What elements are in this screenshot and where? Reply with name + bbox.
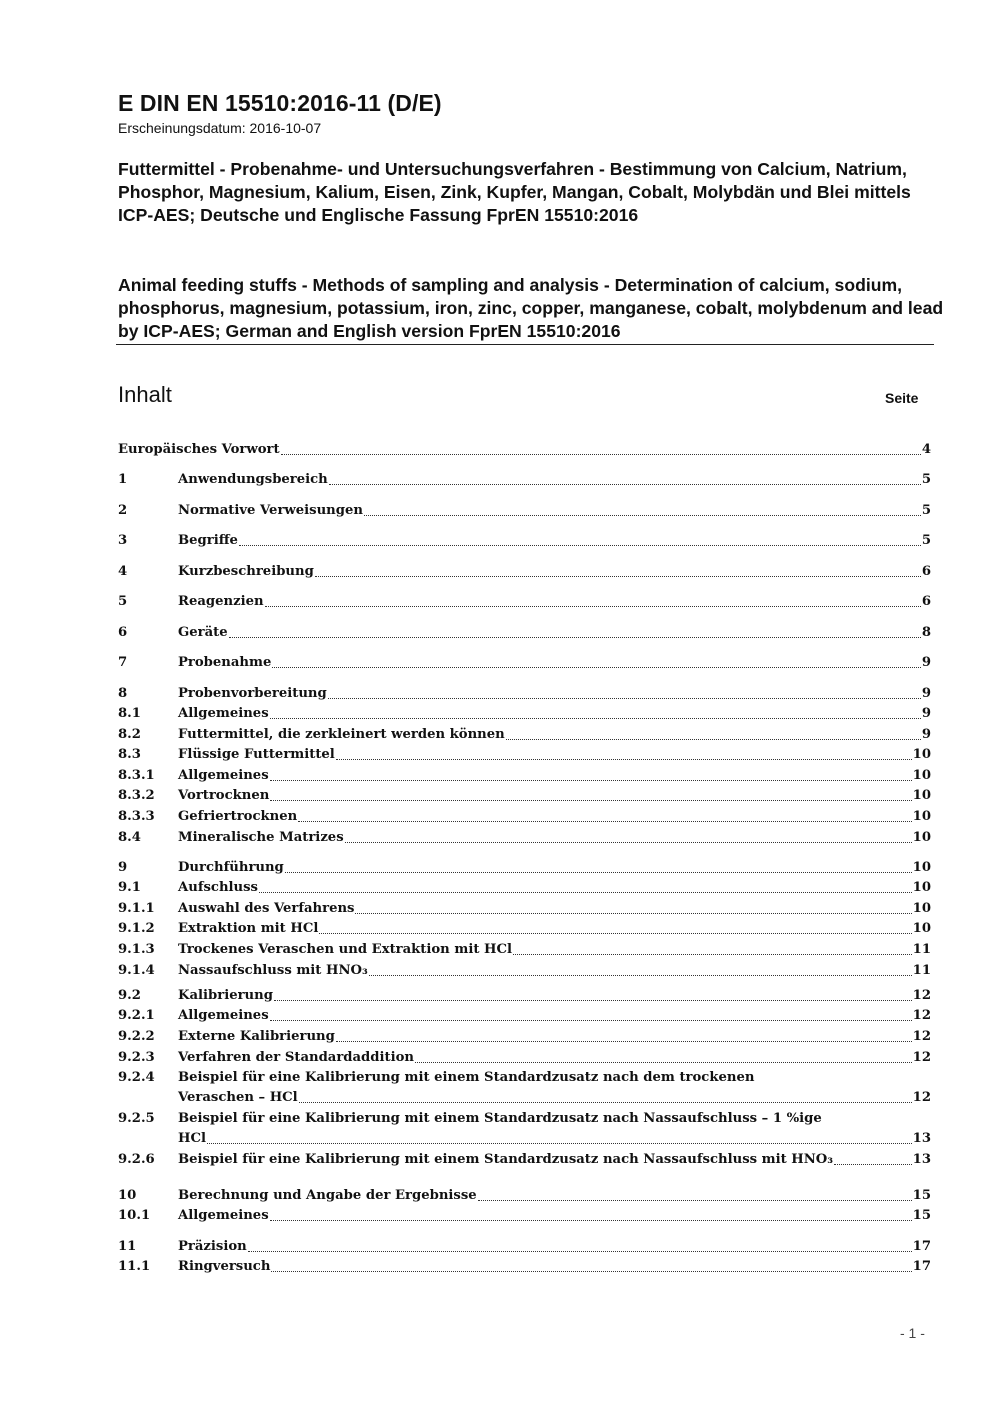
toc-entry-number: 9.2.2: [118, 1029, 155, 1044]
toc-dot-leader: [271, 1257, 911, 1272]
toc-entry[interactable]: [118, 440, 931, 460]
toc-entry-title: Aufschluss: [178, 880, 258, 895]
toc-entry[interactable]: [118, 828, 931, 848]
toc-dot-leader: [328, 684, 921, 699]
toc-entry-page: 13: [912, 1131, 931, 1146]
toc-entry-page: 5: [921, 533, 931, 548]
title-divider: [116, 344, 934, 345]
toc-dot-leader: [239, 531, 921, 546]
toc-entry-page: 5: [921, 503, 931, 518]
toc-entry-page: 5: [921, 472, 931, 487]
toc-entry[interactable]: [118, 531, 931, 551]
toc-entry-title: Normative Verweisungen: [178, 503, 363, 518]
toc-dot-leader: [319, 919, 911, 934]
toc-entry-title: Präzision: [178, 1239, 247, 1254]
toc-entry-title: Futtermittel, die zerkleinert werden können: [178, 727, 505, 742]
toc-entry-title: Mineralische Matrizes: [178, 830, 344, 845]
toc-entry[interactable]: [118, 745, 931, 765]
toc-entry-page: 9: [921, 727, 931, 742]
toc-dot-leader: [229, 623, 921, 638]
toc-entry[interactable]: [118, 986, 931, 1006]
toc-entry[interactable]: [118, 1027, 931, 1047]
toc-entry[interactable]: [118, 1109, 931, 1129]
toc-entry-number: 9: [118, 860, 128, 875]
toc-dot-leader: [274, 986, 912, 1001]
page-number: - 1 -: [900, 1325, 925, 1341]
toc-entry[interactable]: [118, 470, 931, 490]
toc-entry-number: 9.2: [118, 988, 141, 1003]
toc-entry[interactable]: [118, 623, 931, 643]
toc-entry-title: Begriffe: [178, 533, 238, 548]
toc-entry[interactable]: [118, 807, 931, 827]
toc-dot-leader: [415, 1048, 912, 1063]
toc-entry-title: Vortrocknen: [178, 788, 270, 803]
toc-entry-number: 8.3: [118, 747, 141, 762]
toc-entry-title-continued: HCl: [178, 1131, 206, 1146]
toc-entry-number: 9.1.2: [118, 921, 155, 936]
toc-entry-number: 8.3.1: [118, 768, 155, 783]
toc-entry[interactable]: [118, 858, 931, 878]
toc-entry-continuation[interactable]: [118, 1088, 931, 1108]
toc-entry[interactable]: [118, 562, 931, 582]
toc-entry-number: 5: [118, 594, 128, 609]
toc-entry[interactable]: [118, 899, 931, 919]
toc-entry-number: 9.2.1: [118, 1008, 155, 1023]
toc-entry-page: 10: [912, 809, 931, 824]
toc-entry-title: Durchführung: [178, 860, 284, 875]
toc-entry-page: 6: [921, 594, 931, 609]
toc-entry-page: 17: [912, 1259, 931, 1274]
toc-entry[interactable]: [118, 919, 931, 939]
toc-entry-number: 3: [118, 533, 128, 548]
toc-page-label: Seite: [885, 390, 919, 406]
toc-entry-number: 9.2.5: [118, 1111, 155, 1126]
toc-entry-title: Anwendungsbereich: [178, 472, 328, 487]
toc-entry-page: 12: [912, 1008, 931, 1023]
toc-entry-page: 12: [912, 1050, 931, 1065]
toc-entry[interactable]: [118, 940, 931, 960]
toc-entry-page: 10: [912, 788, 931, 803]
toc-dot-leader: [355, 899, 911, 914]
toc-entry-title: Gefriertrocknen: [178, 809, 298, 824]
toc-entry-title: Reagenzien: [178, 594, 264, 609]
toc-entry-title: Auswahl des Verfahrens: [178, 901, 355, 916]
toc-entry-title: Allgemeines: [178, 706, 269, 721]
toc-entry-title: Allgemeines: [178, 768, 269, 783]
toc-dot-leader: [336, 1027, 912, 1042]
publication-date: Erscheinungsdatum: 2016-10-07: [118, 120, 322, 136]
toc-entry-title: Kalibrierung: [178, 988, 273, 1003]
toc-entry-title: Flüssige Futtermittel: [178, 747, 335, 762]
toc-entry-page: 10: [912, 860, 931, 875]
toc-entry-page: 9: [921, 655, 931, 670]
toc-entry[interactable]: [118, 1006, 931, 1026]
toc-entry-title: Verfahren der Standardaddition: [178, 1050, 414, 1065]
toc-entry[interactable]: [118, 786, 931, 806]
toc-entry-page: 10: [912, 830, 931, 845]
document-id: E DIN EN 15510:2016-11 (D/E): [118, 90, 442, 116]
toc-entry-page: 10: [912, 747, 931, 762]
toc-entry-number: 9.2.4: [118, 1070, 155, 1085]
toc-dot-leader: [265, 592, 921, 607]
toc-entry-number: 9.2.6: [118, 1152, 155, 1167]
toc-entry[interactable]: [118, 878, 931, 898]
toc-dot-leader: [270, 704, 921, 719]
toc-entry-page: 10: [912, 921, 931, 936]
toc-entry-page: 11: [912, 963, 931, 978]
toc-entry-number: 2: [118, 503, 128, 518]
toc-dot-leader: [270, 1006, 912, 1021]
toc-dot-leader: [298, 807, 911, 822]
toc-entry-number: 1: [118, 472, 128, 487]
toc-entry-page: 12: [912, 988, 931, 1003]
toc-entry[interactable]: [118, 1186, 931, 1206]
toc-entry-number: 8.2: [118, 727, 141, 742]
toc-entry-title: Allgemeines: [178, 1208, 269, 1223]
toc-heading: Inhalt: [118, 382, 172, 407]
toc-entry-title: Beispiel für eine Kalibrierung mit einem Standardzusatz nach Nassaufschluss mit HNO₃: [178, 1152, 834, 1167]
toc-entry-page: 8: [921, 625, 931, 640]
toc-dot-leader: [513, 940, 912, 955]
toc-dot-leader: [270, 786, 911, 801]
toc-entry[interactable]: [118, 1068, 931, 1088]
toc-dot-leader: [281, 440, 921, 455]
toc-entry-title: Allgemeines: [178, 1008, 269, 1023]
toc-entry[interactable]: [118, 725, 931, 745]
toc-entry-page: 9: [921, 686, 931, 701]
toc-entry-page: 17: [912, 1239, 931, 1254]
toc-entry-number: 9.1.1: [118, 901, 155, 916]
toc-entry-page: 15: [912, 1188, 931, 1203]
toc-dot-leader: [364, 501, 921, 516]
toc-dot-leader: [369, 961, 912, 976]
toc-entry-title-continued: Veraschen – HCl: [178, 1090, 298, 1105]
toc-entry-title: Nassaufschluss mit HNO₃: [178, 963, 368, 978]
toc-entry-number: 11.1: [118, 1259, 151, 1274]
toc-entry[interactable]: [118, 704, 931, 724]
toc-entry-number: 9.1.4: [118, 963, 155, 978]
toc-entry[interactable]: [118, 766, 931, 786]
toc-entry-number: 11: [118, 1239, 137, 1254]
toc-entry-number: 4: [118, 564, 128, 579]
toc-dot-leader: [299, 1088, 912, 1103]
toc-dot-leader: [315, 562, 921, 577]
toc-entry-page: 10: [912, 880, 931, 895]
toc-entry-number: 9.1.3: [118, 942, 155, 957]
toc-entry-number: 10: [118, 1188, 137, 1203]
toc-entry[interactable]: [118, 592, 931, 612]
toc-entry-title: Probenahme: [178, 655, 272, 670]
toc-dot-leader: [285, 858, 912, 873]
toc-dot-leader: [478, 1186, 912, 1201]
toc-entry-number: 6: [118, 625, 128, 640]
toc-dot-leader: [270, 1206, 912, 1221]
toc-entry[interactable]: [118, 961, 931, 981]
toc-entry-title: Europäisches Vorwort: [118, 442, 280, 457]
toc-entry-number: 9.2.3: [118, 1050, 155, 1065]
toc-entry[interactable]: [118, 1048, 931, 1068]
toc-dot-leader: [270, 766, 912, 781]
toc-entry-number: 7: [118, 655, 128, 670]
toc-entry-page: 12: [912, 1029, 931, 1044]
title-german: Futtermittel - Probenahme- und Untersuchungsverfahren - Bestimmung von Calcium, Natrium, Phosphor, Magnesium, Kalium, Eisen, Zink, Kupfer, Mangan, Cobalt, Molybdän und Blei mittels ICP-AES; Deutsche und Englische Fassung FprEN 15510:2016: [118, 159, 911, 226]
toc-dot-leader: [834, 1150, 912, 1165]
toc-entry-continuation[interactable]: [118, 1129, 931, 1149]
toc-entry[interactable]: [118, 1206, 931, 1226]
toc-entry[interactable]: [118, 1237, 931, 1257]
toc-entry-number: 10.1: [118, 1208, 151, 1223]
toc-entry-page: 11: [912, 942, 931, 957]
toc-entry-page: 13: [912, 1152, 931, 1167]
toc-entry-page: 6: [921, 564, 931, 579]
toc-dot-leader: [248, 1237, 912, 1252]
toc-entry[interactable]: [118, 1150, 931, 1170]
toc-entry-title: Beispiel für eine Kalibrierung mit einem Standardzusatz nach Nassaufschluss – 1 %ige: [178, 1111, 822, 1126]
toc-entry-page: 15: [912, 1208, 931, 1223]
toc-dot-leader: [329, 470, 921, 485]
toc-entry-page: 12: [912, 1090, 931, 1105]
title-english: Animal feeding stuffs - Methods of sampling and analysis - Determination of calcium, sodium, phosphorus, magnesium, potassium, iron, zinc, copper, manganese, cobalt, molybdenum and lead by ICP-AES; German and English version FprEN 15510:2016: [118, 275, 944, 342]
toc-entry-page: 4: [921, 442, 931, 457]
toc-entry-title: Externe Kalibrierung: [178, 1029, 335, 1044]
toc-entry-page: 9: [921, 706, 931, 721]
toc-entry-title: Probenvorbereitung: [178, 686, 327, 701]
toc-entry-page: 10: [912, 901, 931, 916]
toc-entry-title: Extraktion mit HCl: [178, 921, 319, 936]
toc-dot-leader: [336, 745, 912, 760]
toc-entry-number: 8.1: [118, 706, 141, 721]
toc-dot-leader: [272, 653, 920, 668]
toc-entry-number: 8.3.2: [118, 788, 155, 803]
toc-entry[interactable]: [118, 1257, 931, 1277]
toc-entry-number: 8.3.3: [118, 809, 155, 824]
toc-entry-title: Berechnung und Angabe der Ergebnisse: [178, 1188, 477, 1203]
toc-entry-page: 10: [912, 768, 931, 783]
toc-entry-number: 8: [118, 686, 128, 701]
toc-entry[interactable]: [118, 684, 931, 704]
toc-entry-title: Geräte: [178, 625, 228, 640]
toc-entry-title: Beispiel für eine Kalibrierung mit einem Standardzusatz nach dem trockenen: [178, 1070, 755, 1085]
toc-dot-leader: [345, 828, 912, 843]
toc-entry-title: Kurzbeschreibung: [178, 564, 314, 579]
toc-dot-leader: [506, 725, 921, 740]
toc-dot-leader: [207, 1129, 912, 1144]
toc-entry-number: 8.4: [118, 830, 141, 845]
toc-entry-title: Trockenes Veraschen und Extraktion mit HCl: [178, 942, 512, 957]
toc-dot-leader: [259, 878, 912, 893]
toc-entry-number: 9.1: [118, 880, 141, 895]
toc-entry[interactable]: [118, 501, 931, 521]
toc-entry[interactable]: [118, 653, 931, 673]
toc-entry-title: Ringversuch: [178, 1259, 271, 1274]
